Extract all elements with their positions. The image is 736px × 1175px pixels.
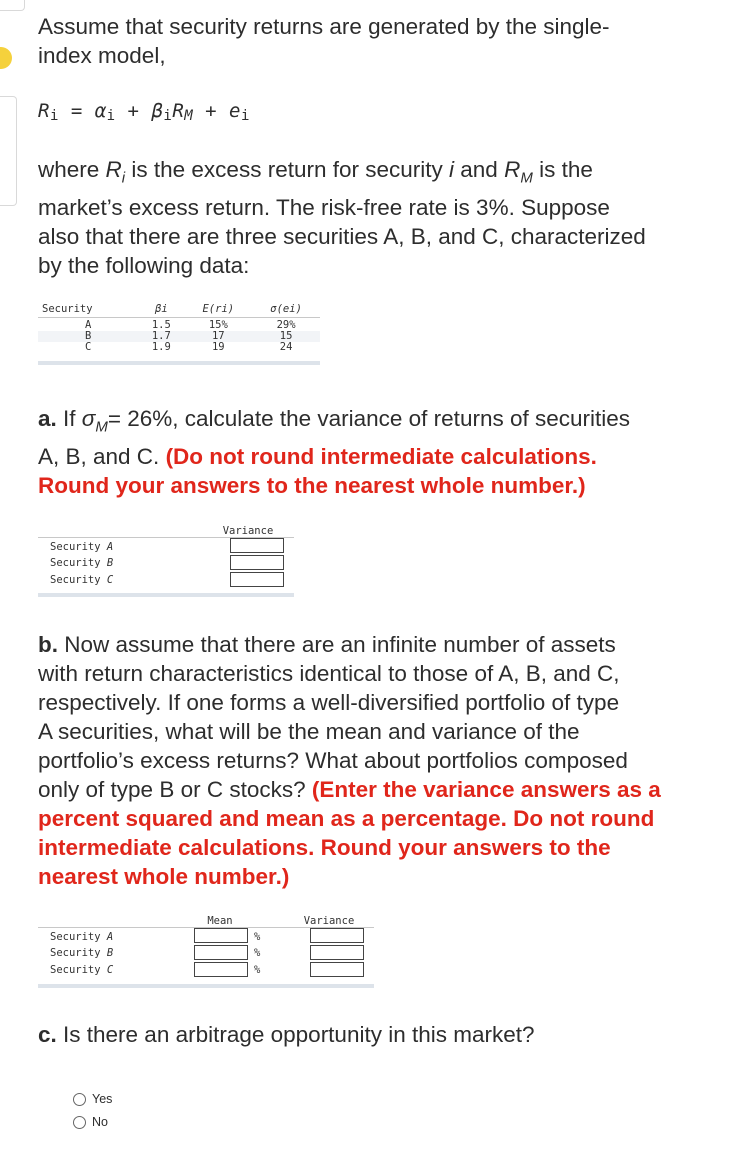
single-index-formula: Ri = αi + βiRM + ei [38, 100, 250, 124]
percent-unit: % [254, 947, 261, 959]
table-row: A 1.5 15% 29% [84, 319, 296, 331]
highlight-marker [0, 47, 12, 69]
variance-input-a[interactable] [310, 928, 364, 943]
edge-frame-mid [0, 96, 17, 206]
part-a-question: a. If $\sigma_M= 26\%$, calculate the variance of returns of securities A, B, and C. (Do not round intermediate calculations. Round your answers to the nearest whole number.) [38, 406, 631, 498]
variance-input-b[interactable] [230, 555, 284, 570]
col-beta: βi [138, 304, 184, 318]
security-data-table [38, 304, 320, 365]
mean-input-a[interactable] [194, 928, 248, 943]
col-security: Security [38, 304, 138, 318]
row-label-b: Security B [50, 947, 114, 959]
option-label: Yes [92, 1092, 113, 1106]
row-label-c: Security C [50, 574, 114, 586]
edge-frame-top [0, 0, 25, 11]
row-label-a: Security A [50, 541, 114, 553]
option-yes[interactable] [73, 1092, 112, 1106]
variance-input-c[interactable] [310, 962, 364, 977]
option-no[interactable] [73, 1115, 108, 1129]
variance-input-b[interactable] [310, 945, 364, 960]
option-label: No [92, 1115, 108, 1129]
percent-unit: % [254, 964, 261, 976]
description-text: where $R_i$ is the excess return for security i and $R_M$ is the market’s excess return. The risk-free rate is 3%. Suppose also that there are three securities A, B, and C, characterized by the following data: [38, 157, 646, 278]
col-expected-return: E(ri) [184, 304, 252, 318]
percent-unit: % [254, 931, 261, 943]
part-c-question: c. Is there an arbitrage opportunity in this market? [38, 1022, 535, 1047]
row-label-a: Security A [50, 931, 114, 943]
part-b-answer-table [38, 914, 374, 992]
variance-input-a[interactable] [230, 538, 284, 553]
part-b-question: b. Now assume that there are an infinite number of assets with return characteristics identical to those of A, B, and C, respectively. If one forms a well-diversified portfolio of type A securities, what will be the mean and variance of the portfolio’s excess returns? What about portfolios composed only of type B or C stocks? (Enter the variance answers as a percent squared and mean as a percentage. Do not round intermediate calculations. Round your answers to the nearest whole number.) [38, 632, 661, 889]
col-residual-sd: σ(ei) [252, 304, 320, 318]
variance-input-c[interactable] [230, 572, 284, 587]
table-bottom-bar [38, 593, 294, 597]
row-label-c: Security C [50, 964, 114, 976]
mean-input-c[interactable] [194, 962, 248, 977]
intro-text: Assume that security returns are generated by the single- index model, [38, 14, 610, 68]
table-row: C 1.9 19 24 [84, 341, 293, 353]
part-a-answer-table [38, 524, 294, 600]
variance-header: Variance [222, 525, 274, 537]
radio-button[interactable] [73, 1093, 86, 1106]
mean-header: Mean [207, 915, 233, 927]
radio-button[interactable] [73, 1116, 86, 1129]
table-row: B 1.7 17 15 [38, 331, 320, 342]
mean-input-b[interactable] [194, 945, 248, 960]
row-label-b: Security B [50, 557, 114, 569]
variance-header: Variance [303, 915, 355, 927]
table-bottom-bar [38, 984, 374, 988]
